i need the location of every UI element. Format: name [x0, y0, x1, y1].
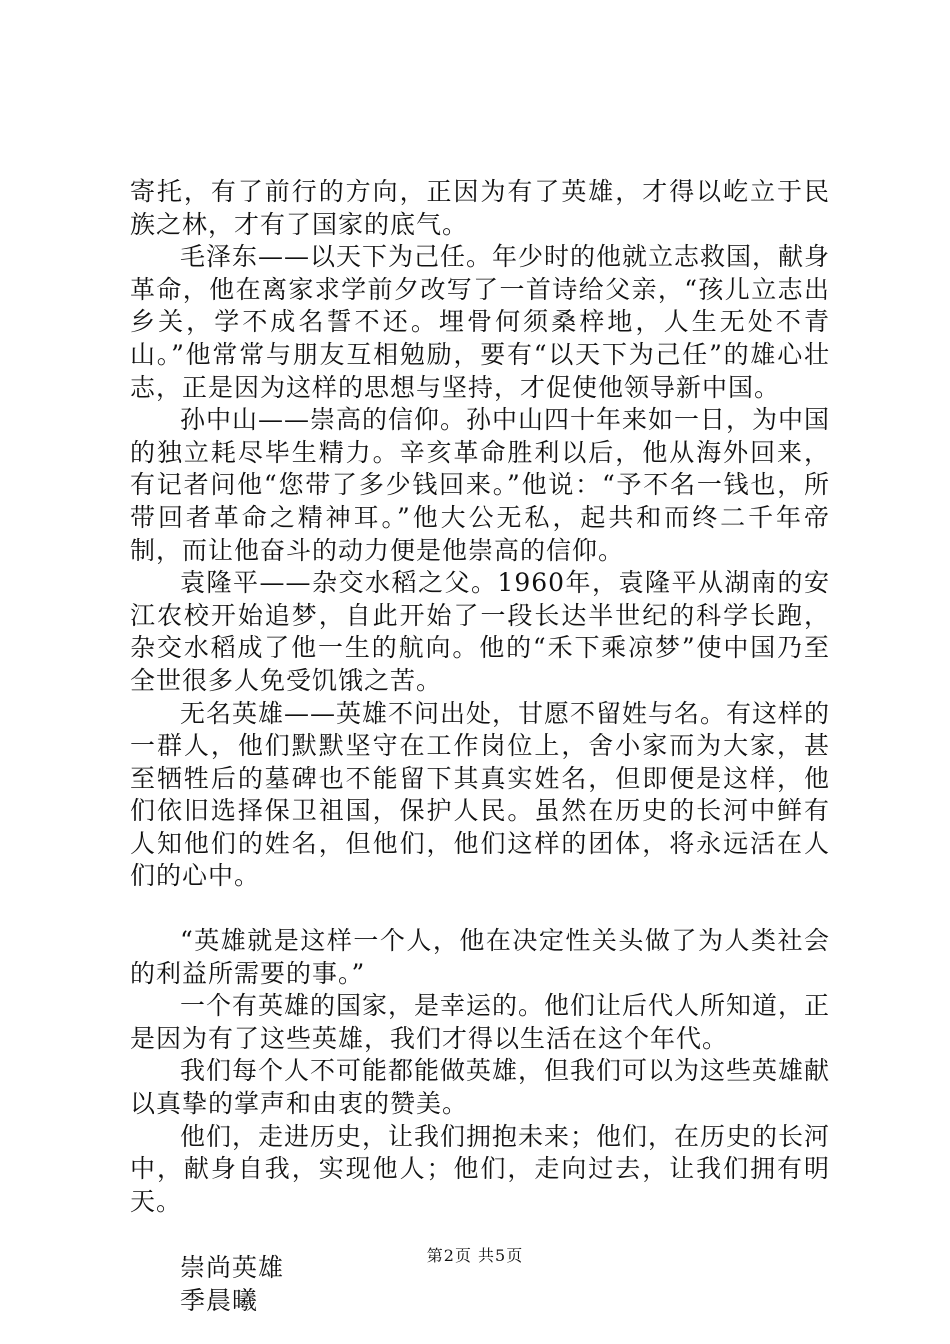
- paragraph-mao-zedong: 毛泽东——以天下为己任。年少时的他就立志救国，献身革命，他在离家求学前夕改写了一首诗给父亲，“孩儿立志出乡关，学不成名誓不还。埋骨何须桑梓地，人生无处不青山。”他常常与朋友互相勉励，要有“以天下为己任”的雄心壮志，正是因为这样的思想与坚持，才促使他领导新中国。: [130, 242, 831, 402]
- paragraph-sun-zhongshan: 孙中山——崇高的信仰。孙中山四十年来如一日，为中国的独立耗尽毕生精力。辛亥革命胜利以后，他从海外回来，有记者问他“您带了多少钱回来。”他说：“予不名一钱也，所带回者革命之精神耳。”他大公无私，起共和而终二千年帝制，而让他奋斗的动力便是他崇高的信仰。: [130, 405, 831, 565]
- paragraph-applause: 我们每个人不可能都能做英雄，但我们可以为这些英雄献以真挚的掌声和由衷的赞美。: [130, 1056, 831, 1119]
- paragraph-closing: 他们，走进历史，让我们拥抱未来；他们，在历史的长河中，献身自我，实现他人；他们，走向过去，让我们拥有明天。: [130, 1121, 831, 1216]
- signature-title: 崇尚英雄: [180, 1253, 285, 1283]
- paragraph-unknown-heroes: 无名英雄——英雄不问出处，甘愿不留姓与名。有这样的一群人，他们默默坚守在工作岗位上，舍小家而为大家，甚至牺牲后的墓碑也不能留下其真实姓名，但即便是这样，他们依旧选择保卫祖国，保护人民。虽然在历史的长河中鲜有人知他们的姓名，但他们，他们这样的团体，将永远活在人们的心中。: [130, 698, 831, 891]
- signature-author: 季晨曦: [180, 1286, 259, 1315]
- paragraph-gap: [130, 893, 830, 925]
- paragraph-continuation: 寄托，有了前行的方向，正因为有了英雄，才得以屹立于民族之林，才有了国家的底气。: [130, 177, 830, 239]
- page-number-footer: 第2页 共5页: [426, 1246, 524, 1265]
- paragraph-yuan-longping: 袁隆平——杂交水稻之父。1960年，袁隆平从湖南的安江农校开始追梦，自此开始了一段长达半世纪的科学长跑，杂交水稻成了他一生的航向。他的“禾下乘凉梦”使中国乃至全世很多人免受饥饿之苦。: [130, 568, 830, 695]
- paragraph-quote: “英雄就是这样一个人，他在决定性关头做了为人类社会的利益所需要的事。”: [130, 926, 830, 988]
- document-body: [130, 176, 830, 1318]
- paragraph-fortunate-nation: 一个有英雄的国家，是幸运的。他们让后代人所知道，正是因为有了这些英雄，我们才得以生活在这个年代。: [130, 991, 831, 1053]
